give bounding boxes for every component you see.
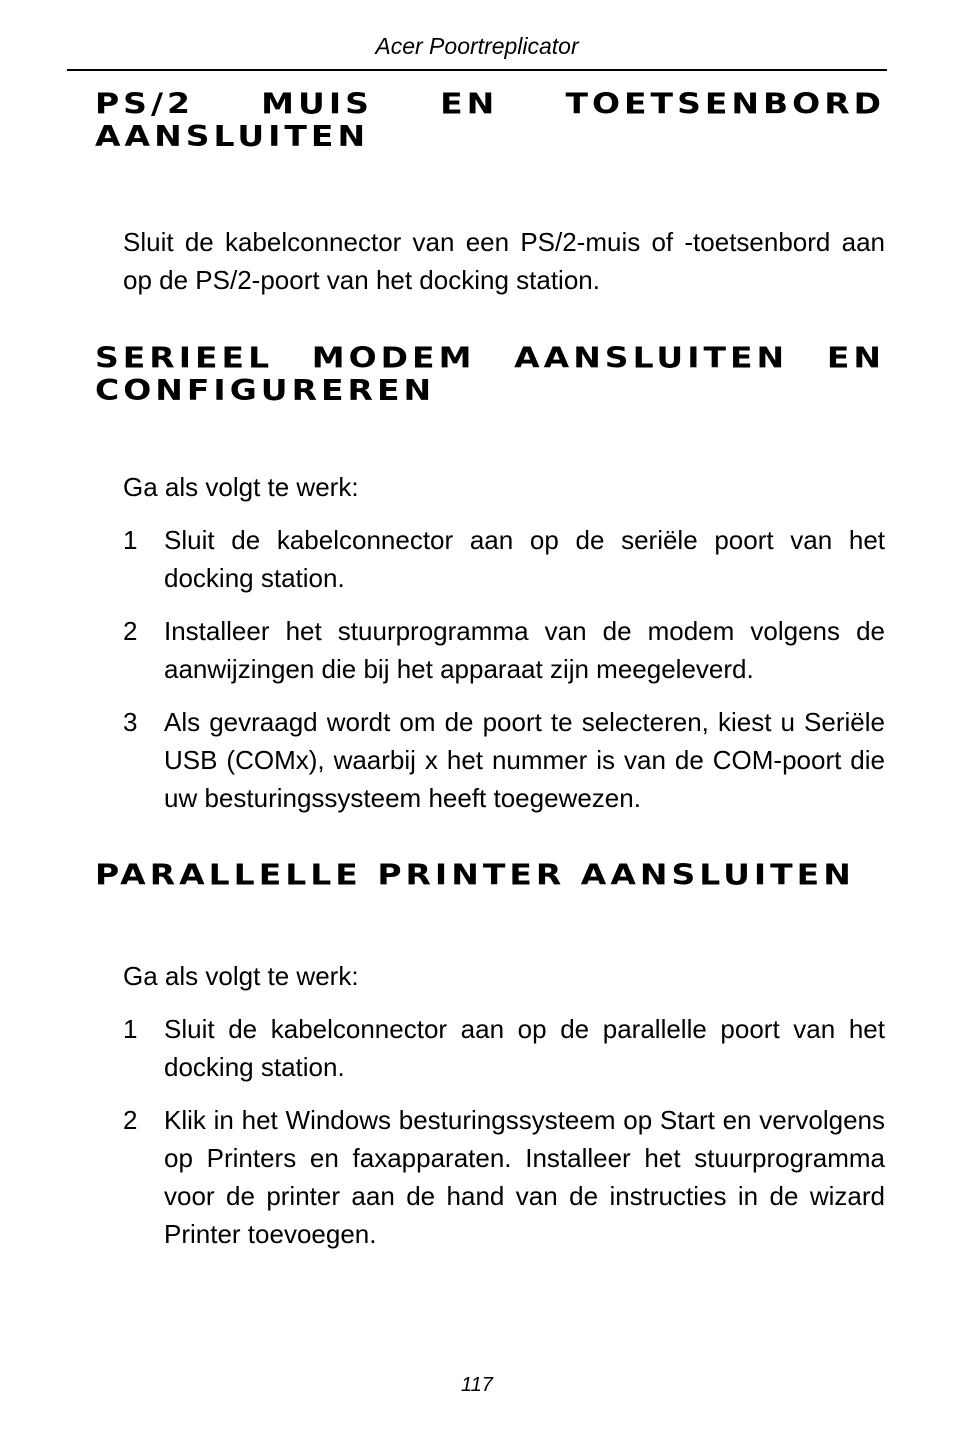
section-parallel-printer (95, 859, 885, 1253)
section-title-serial-modem: SERIEEL MODEM AANSLUITEN EN CONFIGUREREN (95, 341, 885, 407)
step-number: 1 (123, 1014, 138, 1044)
section-title-ps2: PS/2 MUIS EN TOETSENBORD AANSLUITEN (95, 87, 885, 153)
list-item (123, 521, 885, 597)
section-intro-serial-modem: Ga als volgt te werk: (123, 472, 359, 502)
page-content (95, 88, 885, 1253)
running-header: Acer Poortreplicator (375, 33, 579, 59)
section-serial-modem (95, 342, 885, 817)
section-paragraph-ps2: Sluit de kabelconnector van een PS/2-muis of -toetsenbord aan op de PS/2-poort van het docking station. (123, 227, 885, 295)
step-number: 1 (123, 525, 138, 555)
step-number: 2 (123, 616, 138, 646)
step-text: Installeer het stuurprogramma van de modem volgens de aanwijzingen die bij het apparaat zijn meegeleverd. (164, 616, 885, 684)
step-text: Sluit de kabelconnector aan op de parallelle poort van het docking station. (164, 1014, 885, 1082)
list-item (123, 1010, 885, 1086)
step-text: Sluit de kabelconnector aan op de seriële poort van het docking station. (164, 525, 885, 593)
step-text: Als gevraagd wordt om de poort te selecteren, kiest u Seriële USB (COMx), waarbij x het nummer is van de COM-poort die uw besturingssysteem heeft toegewezen. (164, 707, 885, 813)
list-item (123, 703, 885, 817)
list-item (123, 1101, 885, 1253)
header-divider (67, 69, 887, 71)
list-item (123, 612, 885, 688)
section-title-parallel-printer: PARALLELLE PRINTER AANSLUITEN (95, 858, 855, 892)
steps-serial-modem (95, 521, 885, 817)
step-number: 2 (123, 1105, 138, 1135)
step-text: Klik in het Windows besturingssysteem op Start en vervolgens op Printers en faxapparaten. Installeer het stuurprogramma voor de printer aan de hand van de instructies in de wizard Printer toevoegen. (164, 1105, 885, 1249)
step-number: 3 (123, 707, 138, 737)
section-ps2 (95, 88, 885, 299)
section-intro-parallel-printer: Ga als volgt te werk: (123, 961, 359, 991)
page-number: 117 (461, 1374, 493, 1396)
steps-parallel-printer (95, 1010, 885, 1253)
